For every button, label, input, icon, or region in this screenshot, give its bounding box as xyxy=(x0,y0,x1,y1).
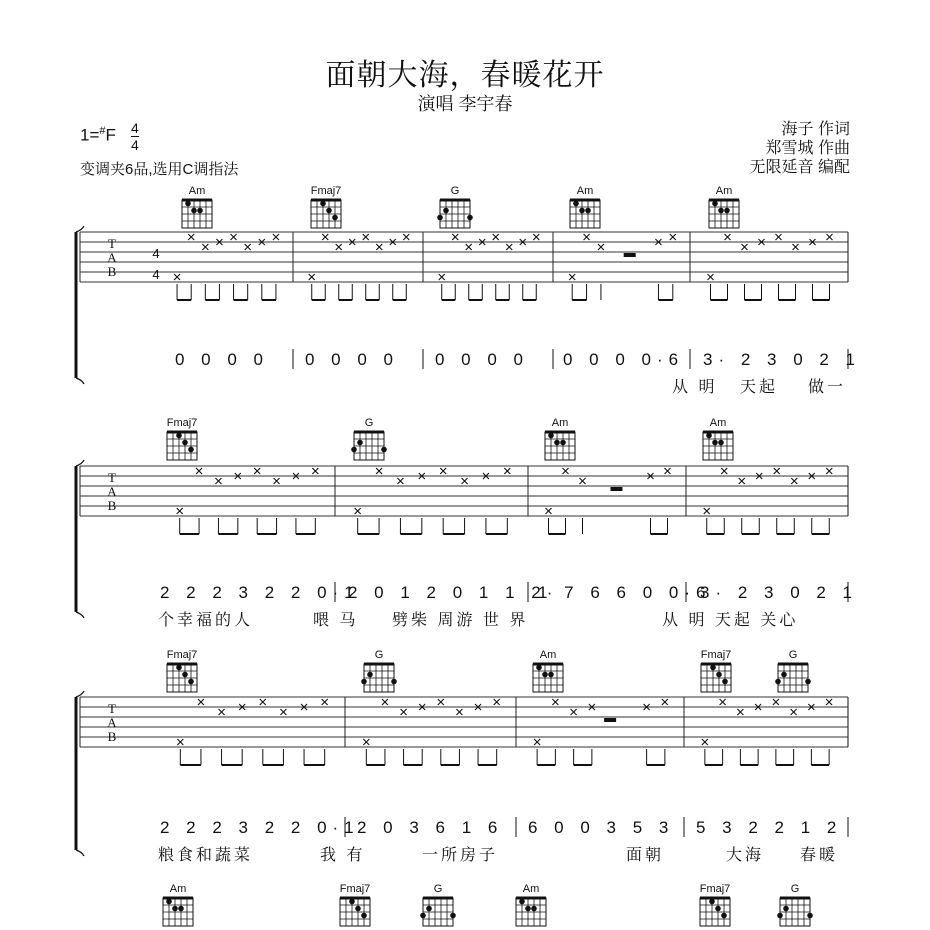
strum-x xyxy=(493,234,499,240)
strum-x xyxy=(665,468,671,474)
finger-dot xyxy=(176,665,182,671)
finger-dot xyxy=(542,672,548,678)
strum-x xyxy=(336,244,342,250)
finger-dot xyxy=(361,913,367,919)
finger-dot xyxy=(585,208,591,214)
strum-x xyxy=(438,699,444,705)
strum-x xyxy=(827,234,833,240)
strum-x xyxy=(363,739,369,745)
notation-measure: 2 0 1 2 0 1 1 2· xyxy=(348,583,559,602)
strum-x xyxy=(280,709,286,715)
strum-x xyxy=(401,709,407,715)
strum-x xyxy=(254,468,260,474)
finger-dot xyxy=(185,201,191,207)
finger-dot xyxy=(718,208,724,214)
chord-diagram xyxy=(361,649,397,692)
chord-name: Fmaj7 xyxy=(699,883,731,895)
chord-name: Am xyxy=(715,185,733,197)
chord-diagram xyxy=(420,883,456,926)
finger-dot xyxy=(182,440,188,446)
finger-dot xyxy=(722,679,728,685)
strum-x xyxy=(376,468,382,474)
tab-letter: T xyxy=(108,470,116,485)
strum-x xyxy=(177,508,183,514)
lyrics xyxy=(158,378,846,864)
finger-dot xyxy=(781,672,787,678)
strum-x xyxy=(382,699,388,705)
finger-dot xyxy=(519,899,525,905)
strum-x xyxy=(309,274,315,280)
singer-name: 李宇春 xyxy=(458,94,513,114)
finger-dot xyxy=(712,440,718,446)
capo-note: 变调夹6品,选用C调指法 xyxy=(80,161,239,178)
notation-measure: 3· 2 3 0 2 1 xyxy=(700,583,859,602)
chord-name: Fmaj7 xyxy=(310,185,342,197)
strum-x xyxy=(534,739,540,745)
strum-x xyxy=(322,234,328,240)
notation-measure: 2 2 2 3 2 2 0·1 xyxy=(160,583,360,602)
strum-x xyxy=(552,699,558,705)
tab-letter: T xyxy=(108,236,116,251)
notation-measure: 5 3 2 2 1 2 xyxy=(696,818,843,837)
finger-dot xyxy=(709,899,715,905)
strum-x xyxy=(312,468,318,474)
lyric-segment: 大海 xyxy=(726,847,765,864)
finger-dot xyxy=(326,208,332,214)
chord-name: G xyxy=(450,185,460,197)
strum-x xyxy=(662,699,668,705)
strum-x xyxy=(198,699,204,705)
finger-dot xyxy=(191,208,197,214)
chord-diagram xyxy=(167,649,198,692)
tab-letter: B xyxy=(107,264,117,279)
tab-letter: A xyxy=(107,250,117,265)
finger-dot xyxy=(320,201,326,207)
strum-x xyxy=(215,478,221,484)
finger-dot xyxy=(178,906,184,912)
finger-dot xyxy=(712,201,718,207)
strum-x xyxy=(466,244,472,250)
strum-x xyxy=(397,478,403,484)
strum-x xyxy=(504,468,510,474)
tab-letter: T xyxy=(108,701,116,716)
chord-name: Am xyxy=(188,185,206,197)
notation-measure: 0 0 0 0 xyxy=(175,350,269,369)
finger-dot xyxy=(166,899,172,905)
credit-arranger: 无限延音 编配 xyxy=(749,159,850,176)
tab-letter: B xyxy=(107,729,117,744)
finger-dot xyxy=(560,440,566,446)
finger-dot xyxy=(437,215,443,221)
strum-x xyxy=(533,234,539,240)
strum-x xyxy=(403,234,409,240)
chord-diagram xyxy=(351,417,387,460)
chord-diagram xyxy=(545,417,575,460)
strum-x xyxy=(580,478,586,484)
strum-x xyxy=(708,274,714,280)
lyric-segment: 喂 马 xyxy=(313,612,359,629)
song-title: 面朝大海，春暖花开 xyxy=(325,59,605,92)
finger-dot xyxy=(182,672,188,678)
chord-diagram xyxy=(340,883,371,926)
strum-x xyxy=(376,244,382,250)
key-sharp: # xyxy=(99,125,106,137)
finger-dot xyxy=(579,208,585,214)
chord-diagram xyxy=(701,649,732,692)
tab-time-bottom: 4 xyxy=(152,267,160,282)
strum-x xyxy=(791,478,797,484)
strum-x xyxy=(563,468,569,474)
chord-diagram xyxy=(775,649,811,692)
lyric-segment: 粮食和蔬菜 xyxy=(158,847,254,864)
lyric-segment: 劈柴 周游 世 界 xyxy=(392,612,529,629)
strum-x xyxy=(739,478,745,484)
strum-x xyxy=(737,709,743,715)
notation-measure: 1 7 6 6 0 0·6 xyxy=(538,583,712,602)
strum-x xyxy=(742,244,748,250)
strum-x xyxy=(776,234,782,240)
chord-name: Fmaj7 xyxy=(339,883,371,895)
strum-x xyxy=(456,709,462,715)
strum-x xyxy=(452,234,458,240)
chord-name: G xyxy=(374,649,384,661)
credit-composer: 郑雪城 作曲 xyxy=(765,140,850,157)
chord-diagram xyxy=(533,649,563,692)
finger-dot xyxy=(710,665,716,671)
strum-x xyxy=(245,244,251,250)
strum-x xyxy=(774,468,780,474)
notation-measure: 2 0 3 6 1 6 xyxy=(357,818,504,837)
lyric-segment: 春暖 xyxy=(800,847,839,864)
strum-x xyxy=(826,468,832,474)
chord-diagram xyxy=(777,883,813,926)
rest-mark xyxy=(604,718,616,722)
credit-lyricist: 海子 作词 xyxy=(781,121,850,138)
chord-name: Fmaj7 xyxy=(166,417,198,429)
notation-measure: 0 0 0 0 xyxy=(435,350,529,369)
chord-name: Fmaj7 xyxy=(166,649,198,661)
strum-x xyxy=(231,234,237,240)
finger-dot xyxy=(548,672,554,678)
strum-x xyxy=(273,234,279,240)
strum-x xyxy=(720,699,726,705)
finger-dot xyxy=(783,906,789,912)
chord-name: Fmaj7 xyxy=(700,649,732,661)
chord-diagram xyxy=(516,883,546,926)
strum-x xyxy=(494,699,500,705)
strum-x xyxy=(773,699,779,705)
strum-x xyxy=(260,699,266,705)
chord-diagrams xyxy=(163,185,813,926)
strum-x xyxy=(725,234,731,240)
strum-x xyxy=(571,709,577,715)
chord-name: G xyxy=(433,883,443,895)
finger-dot xyxy=(197,208,203,214)
notation-measure: 0 0 0 0 xyxy=(305,350,399,369)
chord-diagram xyxy=(167,417,198,460)
key-note: F xyxy=(105,125,116,145)
strum-x xyxy=(174,274,180,280)
chord-diagram xyxy=(182,185,212,228)
finger-dot xyxy=(554,440,560,446)
finger-dot xyxy=(718,440,724,446)
strum-x xyxy=(439,274,445,280)
lyric-segment: 天起 xyxy=(740,379,779,396)
chord-name: Am xyxy=(551,417,569,429)
chord-name: Am xyxy=(539,649,557,661)
chord-diagram xyxy=(163,883,193,926)
finger-dot xyxy=(355,906,361,912)
strum-x xyxy=(219,709,225,715)
finger-dot xyxy=(391,679,397,685)
strum-x xyxy=(177,739,183,745)
strum-x xyxy=(274,478,280,484)
notation-measure: 2 2 2 3 2 2 0·1 xyxy=(160,818,360,837)
chord-name: G xyxy=(364,417,374,429)
finger-dot xyxy=(381,447,387,453)
finger-dot xyxy=(573,201,579,207)
time-bottom: 4 xyxy=(131,137,139,153)
time-top: 4 xyxy=(131,120,139,136)
rest-mark xyxy=(611,487,623,491)
finger-dot xyxy=(536,665,542,671)
finger-dot xyxy=(724,208,730,214)
finger-dot xyxy=(807,913,813,919)
finger-dot xyxy=(716,672,722,678)
strum-x xyxy=(546,508,552,514)
finger-dot xyxy=(805,679,811,685)
chord-diagram xyxy=(709,185,739,228)
strum-x xyxy=(704,508,710,514)
tab-staves xyxy=(76,226,848,856)
tab-time-top: 4 xyxy=(152,246,160,261)
strum-x xyxy=(322,699,328,705)
strum-x xyxy=(363,234,369,240)
chord-diagram xyxy=(437,185,473,228)
strum-x xyxy=(584,234,590,240)
singer-label: 演唱 xyxy=(417,94,454,114)
finger-dot xyxy=(715,906,721,912)
lyric-segment: 我 有 xyxy=(320,847,366,864)
finger-dot xyxy=(467,215,473,221)
tab-letter: A xyxy=(107,484,117,499)
chord-name: Am xyxy=(522,883,540,895)
finger-dot xyxy=(349,899,355,905)
tab-letter: A xyxy=(107,715,117,730)
finger-dot xyxy=(176,433,182,439)
notation-measure: 0 0 0 0·6 xyxy=(563,350,685,369)
finger-dot xyxy=(426,906,432,912)
finger-dot xyxy=(777,913,783,919)
strum-x xyxy=(440,468,446,474)
finger-dot xyxy=(361,679,367,685)
numbered-notation xyxy=(160,350,861,837)
notation-measure: 6 0 0 3 5 3 xyxy=(528,818,675,837)
strum-x xyxy=(462,478,468,484)
lyric-segment: 面朝 xyxy=(626,847,665,864)
strum-x xyxy=(702,739,708,745)
finger-dot xyxy=(357,440,363,446)
lyric-segment: 从 明 天起 关心 xyxy=(662,612,799,629)
chord-name: G xyxy=(790,883,800,895)
chord-name: Am xyxy=(576,185,594,197)
strum-x xyxy=(355,508,361,514)
strum-x xyxy=(791,709,797,715)
finger-dot xyxy=(531,906,537,912)
finger-dot xyxy=(351,447,357,453)
rest-mark xyxy=(624,253,636,257)
strum-x xyxy=(202,244,208,250)
strum-x xyxy=(598,244,604,250)
tab-letter: B xyxy=(107,498,117,513)
notation-measure: 3· 2 3 0 2 1 xyxy=(703,350,862,369)
strum-x xyxy=(196,468,202,474)
key-prefix: 1= xyxy=(80,125,100,145)
chord-diagram xyxy=(700,883,731,926)
finger-dot xyxy=(172,906,178,912)
strum-x xyxy=(506,244,512,250)
chord-diagram xyxy=(703,417,733,460)
chord-diagram xyxy=(311,185,342,228)
finger-dot xyxy=(188,679,194,685)
finger-dot xyxy=(367,672,373,678)
finger-dot xyxy=(721,913,727,919)
strum-x xyxy=(670,234,676,240)
strum-x xyxy=(793,244,799,250)
finger-dot xyxy=(420,913,426,919)
strum-x xyxy=(569,274,575,280)
lyric-segment: 一所房子 xyxy=(422,847,499,864)
finger-dot xyxy=(775,679,781,685)
finger-dot xyxy=(188,447,194,453)
chord-name: G xyxy=(788,649,798,661)
strum-x xyxy=(721,468,727,474)
lyric-segment: 做一 xyxy=(808,379,847,396)
strum-x xyxy=(826,699,832,705)
finger-dot xyxy=(706,433,712,439)
lyric-segment: 个幸福的人 xyxy=(158,612,254,629)
chord-diagram xyxy=(570,185,600,228)
lyric-segment: 从 明 xyxy=(672,379,718,396)
chord-name: Am xyxy=(169,883,187,895)
finger-dot xyxy=(332,215,338,221)
strum-x xyxy=(188,234,194,240)
finger-dot xyxy=(525,906,531,912)
finger-dot xyxy=(450,913,456,919)
finger-dot xyxy=(443,208,449,214)
chord-name: Am xyxy=(709,417,727,429)
finger-dot xyxy=(548,433,554,439)
